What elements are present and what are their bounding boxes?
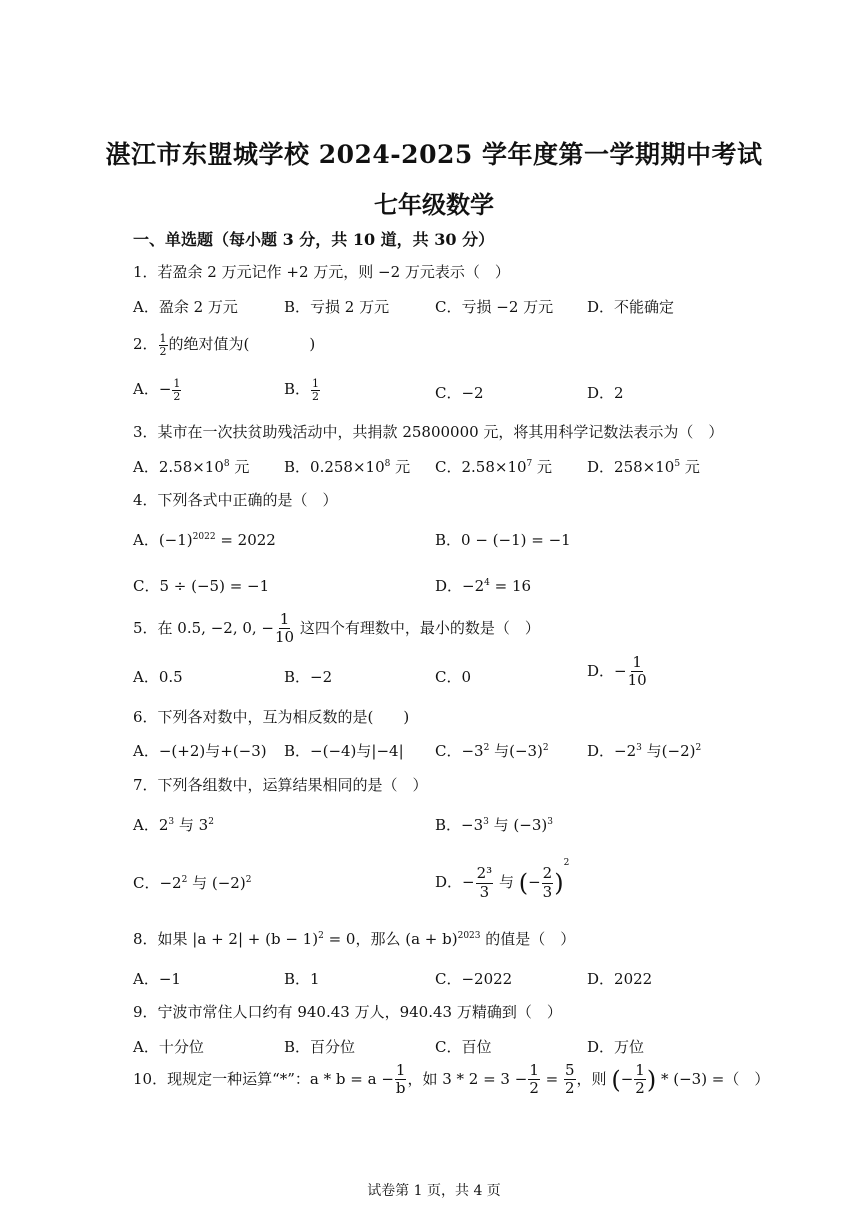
question-9-stem: 9．宁波市常住人口约有 940.43 万人，940.43 万精确到（ ） <box>133 1003 562 1021</box>
stem-text: 5．在 0.5, −2, 0, − <box>133 618 274 637</box>
exponent: 2 <box>181 875 188 885</box>
left-paren: ( <box>611 1065 621 1094</box>
fraction-numerator: 1 <box>632 653 642 671</box>
option-unit: 元 <box>229 458 250 476</box>
option-text: A．2.58×10 <box>133 458 224 476</box>
fraction-numerator: 1 <box>279 610 290 628</box>
fraction <box>564 1062 576 1098</box>
exponent: 2 <box>245 875 252 885</box>
fraction <box>476 865 494 901</box>
exponent: 2022 <box>192 532 216 542</box>
question-3-option-a <box>133 456 249 477</box>
fraction-numerator: 1 <box>529 1061 539 1079</box>
question-10-stem: 10．现规定一种运算“*”：a * b = a − $\frac{1}{b}$ ，如 3 * 2 = 3 − $\frac{1}{2}$ = $\frac{5}{2}$ ，则 (− $\frac{1}{2}$ ) * (−3) =（ ） <box>133 1061 770 1098</box>
option-text: C．−2 <box>133 874 182 892</box>
fraction <box>634 1062 646 1098</box>
question-2-tail: 的绝对值为( ) <box>168 335 316 354</box>
option-text: C．2.58×10 <box>435 458 527 476</box>
question-9-option-b: B．百分位 <box>284 1038 356 1056</box>
question-2-number: 2． <box>133 335 158 354</box>
fraction <box>159 333 168 357</box>
question-4-stem: 4．下列各式中正确的是（ ） <box>133 491 338 509</box>
question-4-option-b: B．0 − (−1) = −1 <box>435 531 571 549</box>
fraction <box>542 865 554 901</box>
option-text: 与 3 <box>174 816 209 834</box>
option-text: 与 <box>494 873 519 891</box>
option-text: = 16 <box>489 577 532 595</box>
stem-text: = <box>540 1069 563 1088</box>
right-paren: ) <box>554 869 564 897</box>
fraction-numerator: 1 <box>312 377 320 390</box>
fraction-denominator: 2 <box>635 1079 645 1098</box>
question-3-option-c <box>435 456 552 477</box>
stem-text: 8．如果 |a + 2| + (b − 1) <box>133 930 319 948</box>
option-label: B． <box>284 380 311 399</box>
left-paren: ( <box>518 869 529 897</box>
option-text: C．−3 <box>435 742 484 760</box>
exponent: 2 <box>208 817 214 827</box>
right-paren: ) <box>646 1065 657 1094</box>
fraction-denominator: 3 <box>479 882 490 901</box>
question-4-option-c: C．5 ÷ (−5) = −1 <box>133 577 270 595</box>
stem-text: = 0，那么 (a + b) <box>323 930 458 948</box>
option-unit: 元 <box>680 458 700 476</box>
option-text: A．2 <box>133 816 169 834</box>
stem-text: 10．现规定一种运算“*”：a * b = a − <box>133 1069 394 1088</box>
question-6-stem: 6．下列各对数中，互为相反数的是( ) <box>133 708 410 726</box>
question-1-option-b: B．亏损 2 万元 <box>284 298 390 316</box>
question-3-option-b <box>284 456 410 477</box>
question-5-option-a: A．0.5 <box>133 668 183 686</box>
exponent: 2023 <box>457 931 481 941</box>
question-4-option-d <box>435 575 531 596</box>
fraction-denominator: 2 <box>564 1079 575 1098</box>
question-3-stem: 3．某市在一次扶贫助残活动中，共捐款 25800000 元，将其用科学记数法表示为（ ） <box>133 423 724 441</box>
fraction-denominator: 2 <box>159 344 167 358</box>
fraction-denominator: 10 <box>627 671 647 690</box>
option-text: 与 (−3) <box>488 816 548 834</box>
option-text: 与(−2) <box>641 742 696 760</box>
minus-sign: − <box>158 380 172 399</box>
option-text: = 2022 <box>215 531 276 549</box>
exponent: 2 <box>483 743 490 753</box>
option-text: B．−3 <box>435 816 484 834</box>
question-2-option-d: D．2 <box>587 384 624 402</box>
page-footer: 试卷第 1 页，共 4 页 <box>367 1183 501 1199</box>
option-text: 与(−3) <box>489 742 543 760</box>
fraction-denominator: 2 <box>529 1079 539 1098</box>
option-text: B．0.258×10 <box>284 458 385 476</box>
question-5-option-b: B．−2 <box>284 668 333 686</box>
fraction-numerator: 2 <box>542 864 553 883</box>
question-2-option-b <box>284 378 321 402</box>
option-text: D．−2 <box>435 577 485 595</box>
exponent: 2 <box>542 743 549 753</box>
option-text: D．258×10 <box>587 458 675 476</box>
option-unit: 元 <box>390 458 411 476</box>
option-label: A． <box>133 380 159 399</box>
fraction-numerator: 1 <box>159 332 167 345</box>
exponent: 3 <box>168 817 175 827</box>
option-text: D．−2 <box>587 742 637 760</box>
fraction <box>395 1062 407 1098</box>
question-5-option-d <box>587 654 648 690</box>
stem-text: ，则 <box>576 1069 612 1088</box>
question-8-option-c: C．−2022 <box>435 970 513 988</box>
fraction <box>172 378 181 402</box>
question-1-option-c: C．亏损 −2 万元 <box>435 298 554 316</box>
fraction <box>528 1062 540 1098</box>
question-8-option-a: A．−1 <box>133 970 181 988</box>
question-9-option-a: A．十分位 <box>133 1038 204 1056</box>
question-7-option-c <box>133 872 251 893</box>
question-1-option-a: A．盈余 2 万元 <box>133 298 238 316</box>
question-6-option-c <box>435 740 549 761</box>
question-3-option-d <box>587 456 700 477</box>
option-label: D．− <box>435 873 475 891</box>
question-9-option-d: D．万位 <box>587 1038 645 1056</box>
question-6-option-a: A．−(+2)与+(−3) <box>133 742 267 760</box>
question-7-option-d: D．− $\frac{\text{2³}}{3}$ 与 (− $\frac{2}{3}$ )$^2$ <box>435 858 570 901</box>
exam-subtitle: 七年级数学 <box>374 190 494 219</box>
exponent: 3 <box>547 817 553 827</box>
exponent: 7 <box>526 459 533 469</box>
stem-text: 的值是（ ） <box>480 930 576 948</box>
question-6-option-b: B．−(−4)与|−4| <box>284 742 404 760</box>
question-6-option-d <box>587 740 701 761</box>
exponent: 3 <box>483 817 489 827</box>
question-8-option-b: B．1 <box>284 970 320 988</box>
question-1-option-d: D．不能确定 <box>587 298 675 316</box>
question-4-option-a <box>133 529 276 550</box>
question-1-stem: 1．若盈余 2 万元记作 +2 万元，则 −2 万元表示（ ） <box>133 263 510 281</box>
fraction-denominator: 10 <box>275 628 295 647</box>
fraction-numerator: 1 <box>635 1061 645 1079</box>
option-unit: 元 <box>532 458 553 476</box>
option-label: D．− <box>587 661 627 680</box>
question-8-option-d: D．2022 <box>587 970 653 988</box>
question-2-option-c: C．−2 <box>435 384 484 402</box>
question-5-stem <box>133 611 540 647</box>
stem-text: 这四个有理数中，最小的数是（ ） <box>295 618 540 637</box>
stem-text: ，如 3 * 2 = 3 − <box>407 1069 528 1088</box>
question-8-stem <box>133 928 575 949</box>
fraction <box>275 611 294 647</box>
exponent: 8 <box>223 459 230 469</box>
exponent: 8 <box>384 459 391 469</box>
fraction <box>311 378 320 402</box>
question-5-option-c: C．0 <box>435 668 472 686</box>
fraction-denominator: 2 <box>173 389 181 403</box>
exponent: 2 <box>695 743 702 753</box>
option-text: A．(−1) <box>133 531 193 549</box>
stem-text: * (−3) =（ ） <box>656 1069 770 1088</box>
exam-title: 湛江市东盟城学校 2024-2025 学年度第一学期期中考试 <box>105 140 763 169</box>
fraction-numerator: 1 <box>173 377 181 390</box>
exponent: 3 <box>636 743 642 753</box>
fraction-denominator: b <box>395 1079 406 1098</box>
fraction <box>628 654 647 690</box>
option-text: 与 (−2) <box>187 874 246 892</box>
exponent: 2 <box>563 858 570 868</box>
exponent: 2 <box>318 931 324 941</box>
fraction-numerator: 1 <box>395 1061 406 1079</box>
question-9-option-c: C．百位 <box>435 1038 492 1056</box>
question-7-option-b <box>435 814 553 835</box>
fraction-numerator: 2³ <box>476 864 493 883</box>
question-7-stem: 7．下列各组数中，运算结果相同的是（ ） <box>133 776 428 794</box>
fraction-numerator: 5 <box>564 1061 575 1079</box>
exponent: 4 <box>484 578 490 588</box>
fraction-denominator: 3 <box>542 882 553 901</box>
question-7-option-a <box>133 814 214 835</box>
question-2-option-a <box>133 378 182 402</box>
section-heading: 一、单选题（每小题 3 分，共 10 道，共 30 分） <box>133 230 495 249</box>
fraction-denominator: 2 <box>312 389 320 403</box>
exponent: 5 <box>674 459 681 469</box>
question-2-stem <box>133 333 315 357</box>
